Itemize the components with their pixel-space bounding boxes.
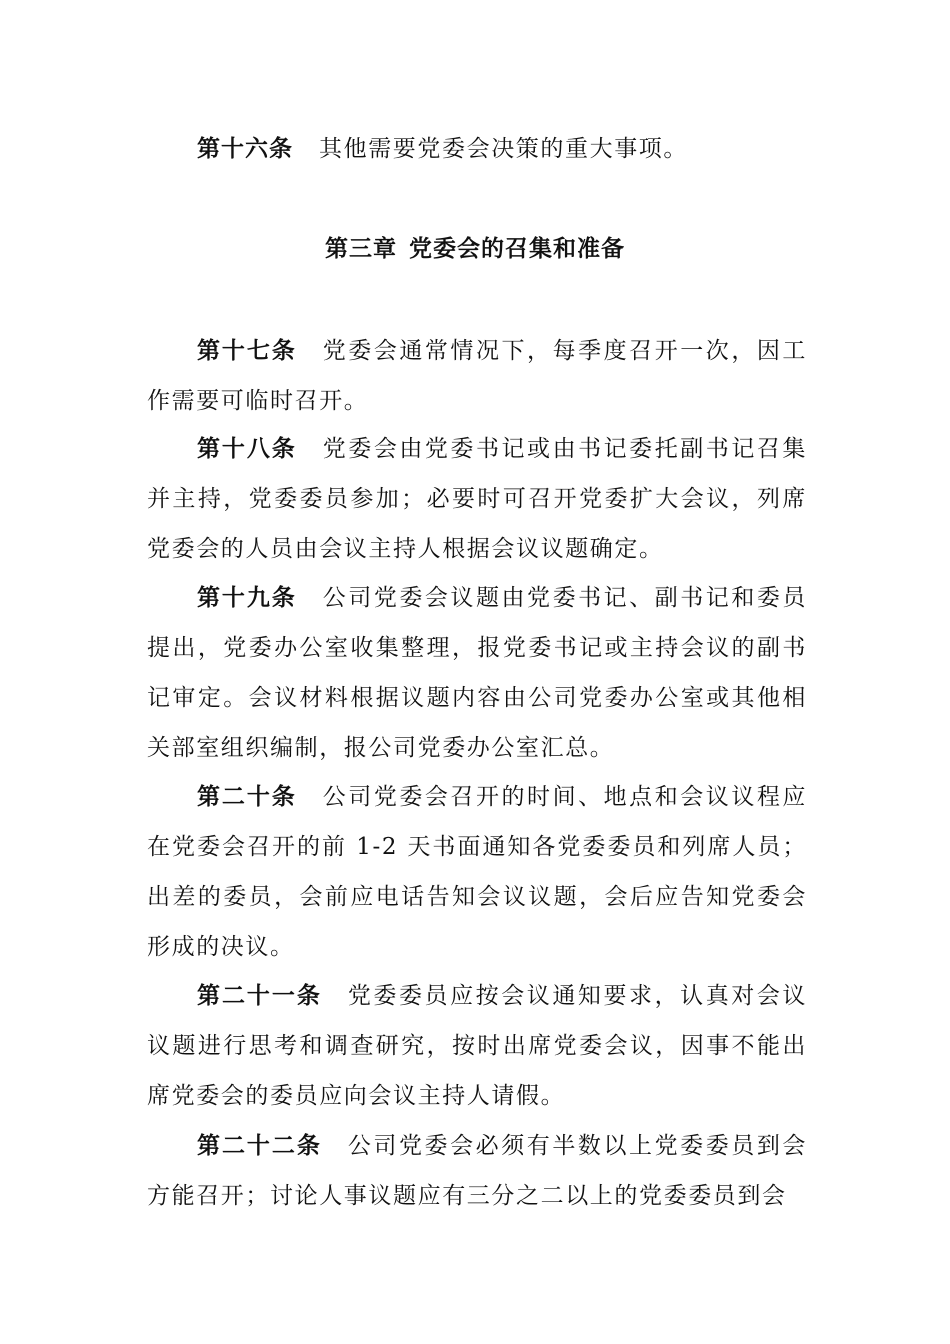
article-text: 公司党委会必须有半数以上党委委员到会方能召开；讨论人事议题应有三分之二以上的党委委员到会 xyxy=(147,1133,808,1209)
article-text: 其他需要党委会决策的重大事项。 xyxy=(319,136,688,162)
article-number: 第二十二条 xyxy=(197,1133,322,1159)
article-22 xyxy=(147,1121,807,1221)
article-number: 第十六条 xyxy=(197,136,293,162)
chapter-title: 党委会的召集和准备 xyxy=(409,236,625,262)
article-text: 党委委员应按会议通知要求，认真对会议议题进行思考和调查研究，按时出席党委会议，因事不能出席党委会的委员应向会议主持人请假。 xyxy=(147,983,808,1109)
article-16 xyxy=(147,124,807,174)
article-number: 第十八条 xyxy=(197,436,297,462)
article-number: 第十九条 xyxy=(197,585,297,611)
article-number: 第二十条 xyxy=(197,784,297,810)
article-19 xyxy=(147,573,807,773)
chapter-number: 第三章 xyxy=(325,236,397,262)
article-20 xyxy=(147,772,807,972)
article-text: 党委会通常情况下，每季度召开一次，因工作需要可临时召开。 xyxy=(147,338,807,414)
article-18 xyxy=(147,424,807,574)
article-text: 公司党委会召开的时间、地点和会议议程应在党委会召开的前 1-2 天书面通知各党委委员和列席人员；出差的委员，会前应电话告知会议议题，会后应告知党委会形成的决议。 xyxy=(147,784,807,960)
article-17 xyxy=(147,326,807,426)
article-21 xyxy=(147,971,807,1121)
chapter-heading xyxy=(0,224,950,274)
article-text: 公司党委会议题由党委书记、副书记和委员提出，党委办公室收集整理，报党委书记或主持会议的副书记审定。会议材料根据议题内容由公司党委办公室或其他相关部室组织编制，报公司党委办公室汇总。 xyxy=(147,585,807,761)
article-text: 党委会由党委书记或由书记委托副书记召集并主持，党委委员参加；必要时可召开党委扩大会议，列席党委会的人员由会议主持人根据会议议题确定。 xyxy=(147,436,807,562)
article-number: 第十七条 xyxy=(197,338,297,364)
article-number: 第二十一条 xyxy=(197,983,322,1009)
